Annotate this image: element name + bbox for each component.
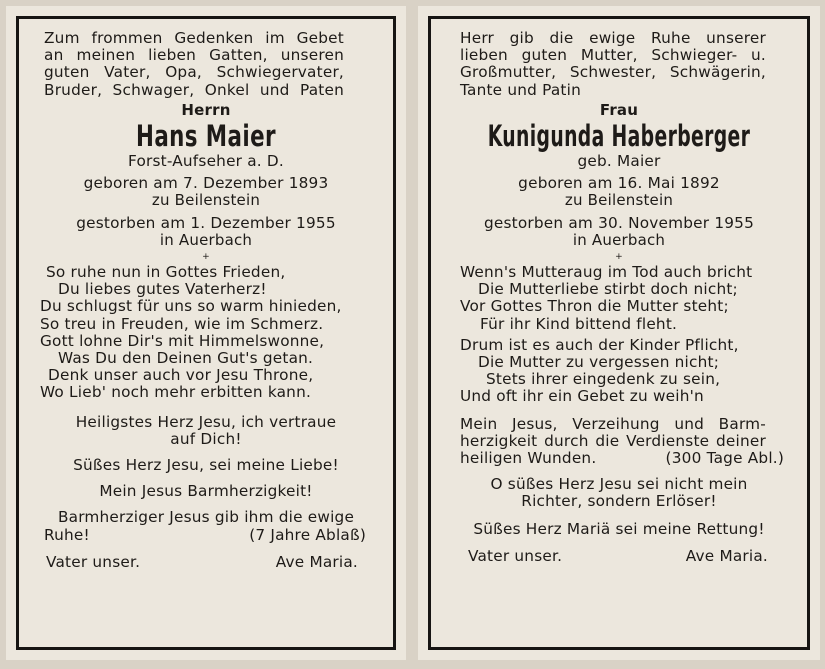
- closing-ave-maria: Ave Maria.: [685, 546, 768, 565]
- death-date: gestorben am 30. November 1955: [483, 213, 755, 232]
- poem: [40, 264, 370, 402]
- prayer-indulgence-row: [44, 527, 366, 544]
- right-card-content: [428, 30, 810, 650]
- closing-vater-unser: Vater unser.: [468, 546, 563, 565]
- prayer-line: auf Dich!: [170, 429, 242, 448]
- salutation: Frau: [599, 100, 639, 119]
- death-place: in Auerbach: [159, 230, 253, 249]
- left-memorial-card: [6, 6, 406, 660]
- intro-text: [460, 30, 766, 99]
- occupation: Forst-Aufseher a. D.: [128, 152, 284, 171]
- prayer-indulgence-row: [460, 450, 784, 467]
- intro-line: guten Vater, Opa, Schwiegervater,: [44, 63, 344, 82]
- maiden-name: geb. Maier: [577, 152, 661, 171]
- prayer-line-end: heiligen Wunden.: [460, 449, 597, 468]
- prayer-line: Richter, sondern Erlöser!: [521, 492, 717, 511]
- intro-line: lieben guten Mutter, Schwieger- u.: [460, 46, 766, 65]
- poem-line: Gott lohne Dir's mit Himmelswonne,: [40, 331, 325, 350]
- intro-line: Zum frommen Gedenken im Gebet: [44, 29, 344, 47]
- intro-line: an meinen lieben Gatten, unseren: [44, 46, 344, 65]
- right-memorial-card: [418, 6, 820, 660]
- prayer-line: herzigkeit durch die Verdienste deiner: [460, 431, 766, 450]
- poem-line: Denk unser auch vor Jesu Throne,: [48, 366, 314, 385]
- poem-line: Vor Gottes Thron die Mutter steht;: [460, 297, 729, 316]
- intro-line: Großmutter, Schwester, Schwägerin,: [460, 63, 766, 82]
- cross-ornament: +: [615, 252, 623, 263]
- closing-vater-unser: Vater unser.: [46, 552, 141, 571]
- birth-place: zu Beilenstein: [151, 191, 261, 210]
- prayer-line: O süßes Herz Jesu sei nicht mein: [490, 475, 748, 494]
- poem-line: Was Du den Deinen Gut's getan.: [58, 349, 314, 368]
- left-card-content: [16, 30, 396, 650]
- poem-line: Die Mutter zu vergessen nicht;: [478, 353, 720, 372]
- intro-text: [44, 30, 344, 99]
- prayer-line: Mein Jesus, Verzeihung und Barm-: [460, 414, 766, 433]
- intro-line: Bruder, Schwager, Onkel und Paten: [44, 80, 344, 99]
- deceased-name: Kunigunda Haberberger: [487, 119, 751, 154]
- closing-row: [46, 554, 358, 571]
- birth-date: geboren am 16. Mai 1892: [518, 174, 720, 193]
- intro-line: Herr gib die ewige Ruhe unserer: [460, 29, 766, 47]
- prayer-line: Heiligstes Herz Jesu, ich vertraue: [75, 412, 337, 431]
- salutation: Herrn: [181, 100, 231, 119]
- prayer-line: Süßes Herz Mariä sei meine Rettung!: [473, 519, 765, 538]
- poem-line: Stets ihrer eingedenk zu sein,: [486, 370, 721, 389]
- poem-line: Drum ist es auch der Kinder Pflicht,: [460, 335, 739, 354]
- death-place: in Auerbach: [572, 230, 666, 249]
- poem-line: Wo Lieb' noch mehr erbitten kann.: [40, 383, 312, 402]
- poem-line: So ruhe nun in Gottes Frieden,: [46, 263, 286, 282]
- closing-ave-maria: Ave Maria.: [275, 552, 358, 571]
- death-date: gestorben am 1. Dezember 1955: [76, 213, 336, 232]
- birth-place: zu Beilenstein: [564, 191, 674, 210]
- prayer-block: [460, 416, 766, 450]
- prayer-line: Barmherziger Jesus gib ihm die ewige: [57, 508, 355, 527]
- prayer-line: Süßes Herz Jesu, sei meine Liebe!: [73, 456, 339, 475]
- indulgence-note: (7 Jahre Ablaß): [249, 525, 366, 544]
- prayer-line-end: Ruhe!: [44, 525, 90, 544]
- prayer-line: Mein Jesus Barmherzigkeit!: [99, 482, 313, 501]
- poem-line: Und oft ihr ein Gebet zu weih'n: [460, 387, 704, 406]
- poem-line: Für ihr Kind bittend fleht.: [480, 314, 678, 333]
- poem-line: Du liebes gutes Vaterherz!: [58, 280, 267, 299]
- deceased-name: Hans Maier: [136, 119, 276, 154]
- poem-line: Wenn's Mutteraug im Tod auch bricht: [460, 263, 753, 282]
- cross-ornament: +: [202, 252, 210, 263]
- indulgence-note: (300 Tage Abl.): [665, 449, 784, 468]
- birth-date: geboren am 7. Dezember 1893: [83, 174, 329, 193]
- intro-line: Tante und Patin: [460, 80, 581, 99]
- poem-line: So treu in Freuden, wie im Schmerz.: [40, 314, 324, 333]
- poem-line: Die Mutterliebe stirbt doch nicht;: [478, 280, 738, 299]
- poem: [460, 264, 790, 406]
- closing-row: [468, 548, 768, 565]
- poem-line: Du schlugst für uns so warm hinieden,: [40, 297, 342, 316]
